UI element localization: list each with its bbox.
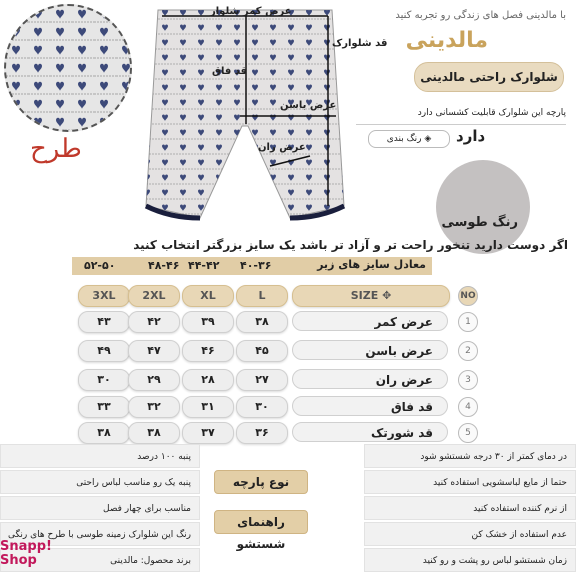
row-number: 2 [458, 341, 478, 361]
tagline: با مالدینی فصل های زندگی رو تجربه کنید [395, 10, 566, 21]
value-cell: ۳۹ [182, 311, 234, 333]
fabric-item: برند محصول: مالدینی [0, 548, 200, 572]
washing-item: زمان شستشو لباس رو پشت و رو کنید [364, 548, 576, 572]
value-cell: ۳۱ [182, 396, 234, 418]
dye-value: دارد [456, 127, 486, 145]
size-header-l: L [236, 285, 288, 307]
value-cell: ۳۸ [78, 422, 130, 444]
pattern-label: طرح [30, 134, 82, 164]
row-label: قد فاق [292, 396, 448, 416]
snappshop-logo [0, 540, 52, 568]
row-label: عرض ران [292, 369, 448, 389]
row-label: عرض کمر [292, 311, 448, 331]
size-header-2xl: 2XL [128, 285, 180, 307]
value-cell: ۲۸ [182, 369, 234, 391]
dye-badge [368, 130, 450, 148]
fabric-item: رنگ این شلوارک زمینه طوسی با طرح های رنگی [0, 522, 200, 546]
value-cell: ۴۷ [128, 340, 180, 362]
washing-item: از نرم کننده استفاده کنید [364, 496, 576, 520]
value-cell: ۴۶ [182, 340, 234, 362]
size-column-header [292, 285, 450, 307]
waist-dimension-label: عرض کمر شلوار [210, 6, 292, 17]
equiv-value: ۵۲-۵۰ [84, 259, 116, 272]
value-cell: ۳۸ [128, 422, 180, 444]
value-cell: ۳۰ [78, 369, 130, 391]
brand-logo: مالدینی [405, 28, 488, 53]
washing-guide-title: راهنمای شستشو [214, 510, 308, 534]
value-cell: ۲۷ [236, 369, 288, 391]
equiv-value: ۴۴-۴۲ [188, 259, 220, 272]
value-cell: ۴۳ [78, 311, 130, 333]
equiv-value: ۴۰-۳۶ [240, 259, 272, 272]
rise-dimension-label: قد فاق [212, 66, 248, 77]
thigh-dimension-label: عرض ران [258, 142, 306, 153]
value-cell: ۴۹ [78, 340, 130, 362]
dye-label: رنگ بندی [386, 134, 422, 144]
row-label: قد شورتک [292, 422, 448, 442]
washing-item: حتما از مایع لباسشویی استفاده کنید [364, 470, 576, 494]
value-cell: ۳۲ [128, 396, 180, 418]
length-dimension-label: قد شلوارک [332, 38, 388, 49]
size-header-label: SIZE [350, 289, 379, 302]
palette-icon: ◈ [421, 134, 432, 144]
move-icon: ✥ [382, 289, 392, 302]
fabric-item: مناسب برای چهار فصل [0, 496, 200, 520]
washing-item: عدم استفاده از خشک کن [364, 522, 576, 546]
row-number: 4 [458, 397, 478, 417]
value-cell: ۳۸ [236, 311, 288, 333]
stretch-note: پارچه این شلوارک قابلیت کشسانی دارد [356, 108, 566, 125]
logo-line1: Snapp! [0, 539, 52, 554]
value-cell: ۴۵ [236, 340, 288, 362]
shorts-illustration [140, 6, 350, 226]
color-name: رنگ طوسی [441, 215, 518, 230]
value-cell: ۲۹ [128, 369, 180, 391]
logo-line2: Shop [0, 553, 37, 568]
row-number: 3 [458, 370, 478, 390]
equivalents-title: معادل سایز های زیر [317, 258, 426, 271]
value-cell: ۴۲ [128, 311, 180, 333]
row-number: 1 [458, 312, 478, 332]
no-column-header: NO [458, 286, 478, 306]
size-header-xl: XL [182, 285, 234, 307]
product-title: شلوارک راحتی مالدینی [414, 62, 564, 92]
value-cell: ۳۶ [236, 422, 288, 444]
hip-dimension-label: عرض باسن [280, 100, 337, 111]
value-cell: ۳۳ [78, 396, 130, 418]
size-header-3xl: 3XL [78, 285, 130, 307]
fabric-item: پنبه یک رو مناسب لباس راحتی [0, 470, 200, 494]
row-number: 5 [458, 423, 478, 443]
pattern-closeup [4, 4, 132, 132]
row-label: عرض باسن [292, 340, 448, 360]
value-cell: ۳۰ [236, 396, 288, 418]
washing-item: در دمای کمتر از ۳۰ درجه شستشو شود [364, 444, 576, 468]
value-cell: ۳۷ [182, 422, 234, 444]
fabric-item: پنبه ۱۰۰ درصد [0, 444, 200, 468]
equiv-value: ۴۸-۴۶ [148, 259, 180, 272]
fabric-type-title: نوع پارچه [214, 470, 308, 494]
shorts-image [140, 6, 350, 226]
size-advice: اگر دوست دارید تنخور راحت تر و آزاد تر باشد یک سایز بزرگتر انتخاب کنید [133, 238, 568, 252]
heart-pattern-image [6, 6, 130, 130]
